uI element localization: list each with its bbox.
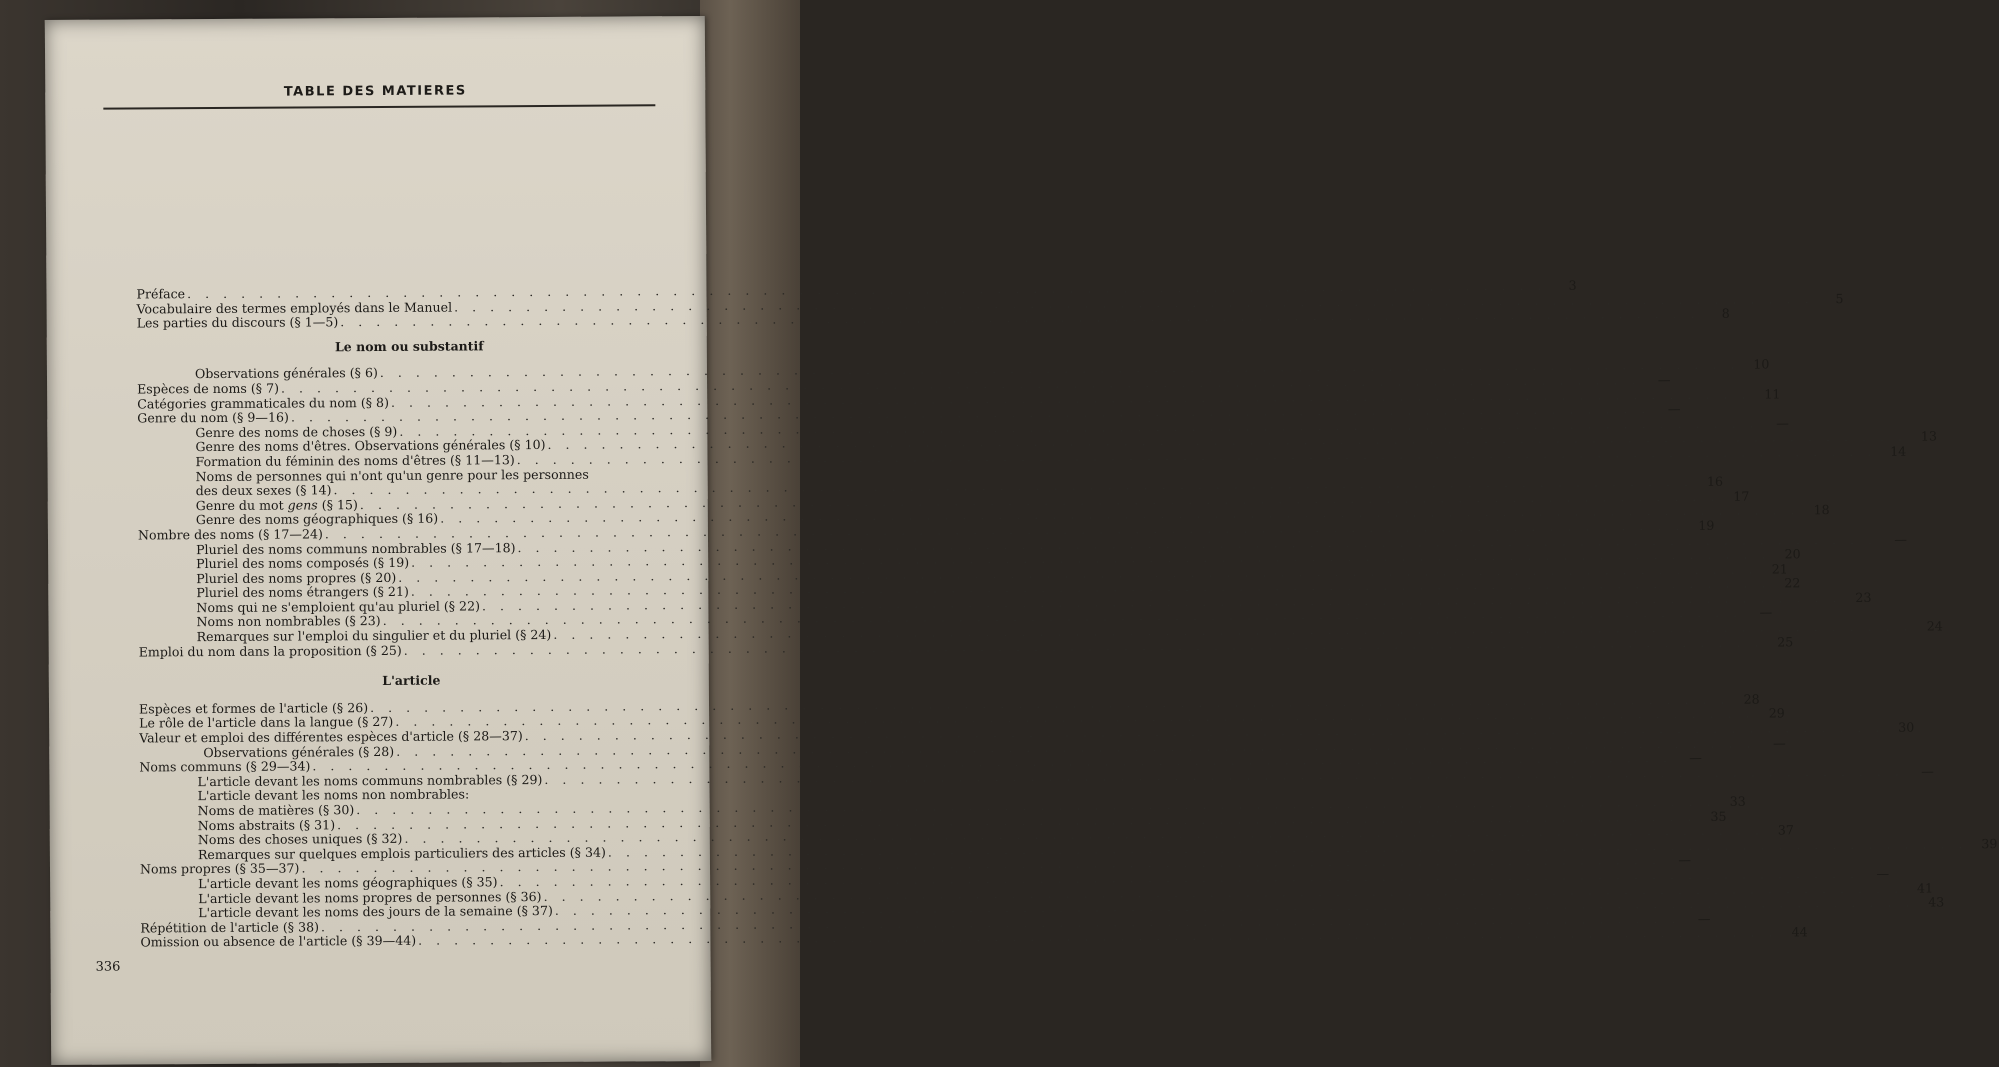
toc-entry: Noms de personnes qui n'ont qu'un genre pour les personnes [195,466,589,484]
toc-entry: L'article devant les noms communs nombrables (§ 29) . . . — [139,772,684,790]
toc-entry: Espèces de noms (§ 7) . . . — [137,379,682,397]
toc-entry: Observations générales (§ 6) . . . 10 [137,365,682,383]
toc-entry: Noms de matières (§ 30) . . . 33 [140,801,685,819]
toc-entry: Genre du mot gens (§ 15) . . . 17 [138,496,683,514]
toc-entry: Vocabulaire des termes employés dans le Manuel . . . 5 [137,299,682,317]
toc-entry: Préface . . . 3 [136,284,681,302]
toc-entry: L'article devant les noms géographiques (§ 35) . . . — [140,874,685,892]
italic-word: gens [287,497,318,513]
toc-entry: Emploi du nom dans la proposition (§ 25) . . . 25 [139,642,684,660]
page-number: 336 [95,959,121,975]
section-heading-article: L'article [382,672,441,689]
header-rule [103,104,655,109]
table-of-contents [136,277,1998,950]
toc-entry: Les parties du discours (§ 1—5) . . . 8 [137,313,682,331]
toc-entry: Le rôle de l'article dans la langue (§ 27) . . . 29 [139,714,684,732]
toc-entry: Pluriel des noms étrangers (§ 21) . . . 22 [138,583,683,601]
toc-entry: Pluriel des noms communs nombrables (§ 17—18) . . . — [138,540,683,558]
toc-entry: des deux sexes (§ 14) . . . 16 [138,481,683,499]
toc-entry: Pluriel des noms propres (§ 20) . . . 21 [138,569,683,587]
section-heading-nom: Le nom ou substantif [334,338,484,355]
toc-entry: L'article devant les noms des jours de la semaine (§ 37) . . . 43 [140,903,685,921]
toc-entry: Formation du féminin des noms d'êtres (§ 11—13) . . . 14 [137,452,682,470]
toc-entry: Genre des noms d'êtres. Observations générales (§ 10) . . . 13 [137,437,682,455]
toc-entry: Genre du nom (§ 9—16) . . . — [137,408,682,426]
toc-entry: Observations générales (§ 28) . . . — [139,743,684,761]
toc-entry: Noms qui ne s'emploient qu'au pluriel (§ 22) . . . 23 [138,598,683,616]
book-page [45,16,1998,1065]
toc-entry: Remarques sur quelques emplois particuliers des articles (§ 34) . . . 39 [140,845,685,863]
toc-entry: Noms propres (§ 35—37) . . . — [140,860,685,878]
toc-entry: Espèces et formes de l'article (§ 26) . . . 28 [139,699,684,717]
toc-entry: Genre des noms de choses (§ 9) . . . — [137,423,682,441]
toc-entry: L'article devant les noms propres de personnes (§ 36) . . . 41 [140,889,685,907]
toc-entry: Noms abstraits (§ 31) . . . 35 [140,816,685,834]
toc-entry: L'article devant les noms non nombrables: [197,786,470,804]
toc-entry: Catégories grammaticales du nom (§ 8) . . . 11 [137,394,682,412]
toc-entry: Genre des noms géographiques (§ 16) . . . 18 [138,510,683,528]
toc-entry: Nombre des noms (§ 17—24) . . . 19 [138,525,683,543]
running-head: TABLE DES MATIERES [283,83,467,100]
toc-entry: Noms des choses uniques (§ 32) . . . 37 [140,830,685,848]
toc-entry: Répétition de l'article (§ 38) . . . — [140,918,685,936]
toc-entry: Omission ou absence de l'article (§ 39—44) . . . 44 [140,932,685,950]
toc-entry: Valeur et emploi des différentes espèces d'article (§ 28—37) . . . 30 [139,728,684,746]
toc-entry: Remarques sur l'emploi du singulier et du pluriel (§ 24) . . . 24 [139,627,684,645]
toc-entry: Noms non nombrables (§ 23) . . . — [138,613,683,631]
toc-entry: Pluriel des noms composés (§ 19) . . . 20 [138,554,683,572]
toc-entry: Noms communs (§ 29—34) . . . — [139,757,684,775]
